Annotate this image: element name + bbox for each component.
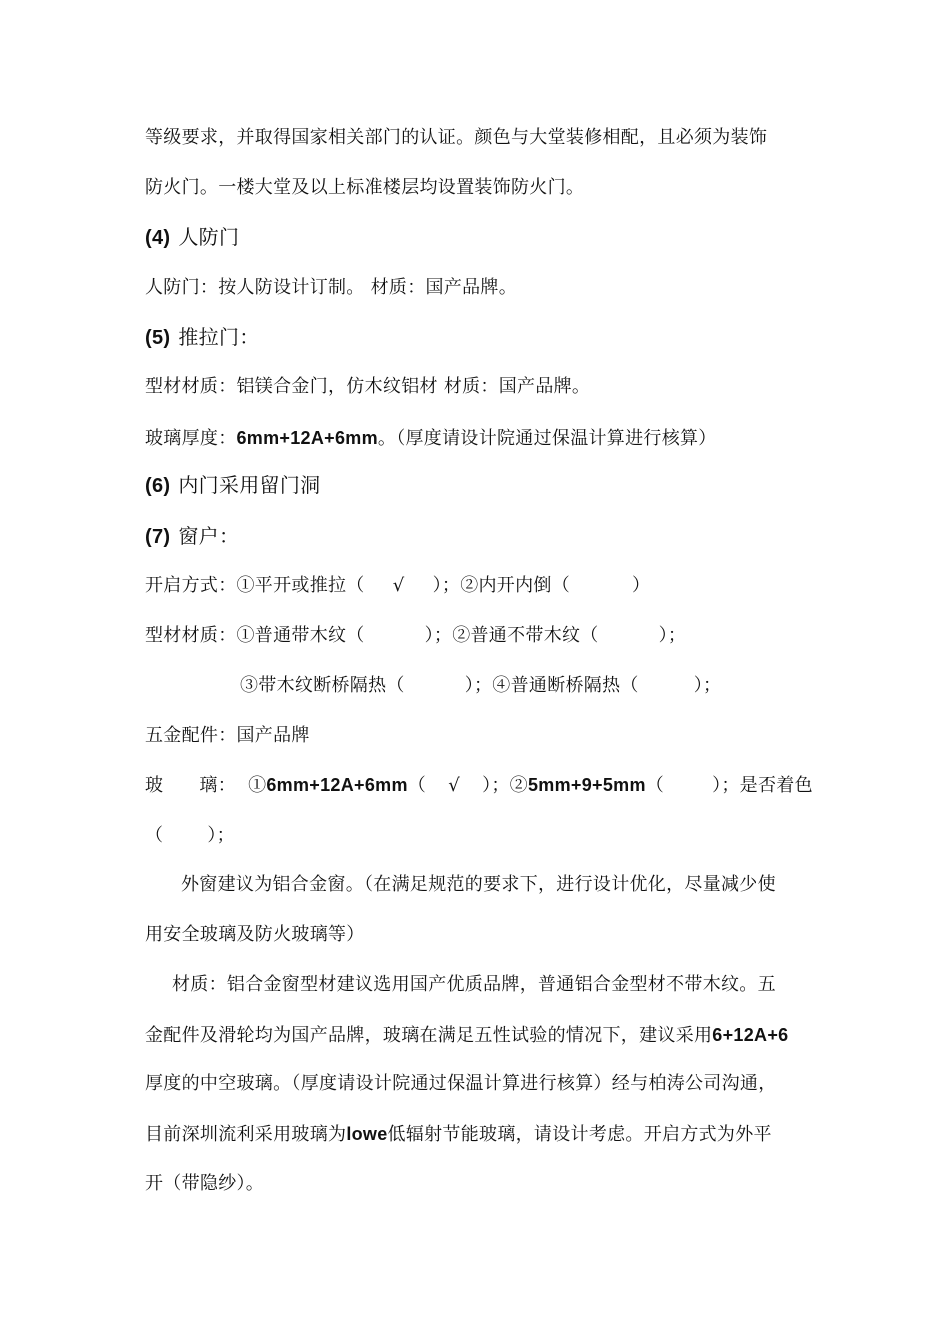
text-run: （ [407,775,427,796]
heading-number: (4) [145,227,171,249]
profile-material-line [145,624,686,648]
text-run: （ [645,775,665,796]
text-run: 玻 璃： ① [145,775,267,796]
check-mark: √ [392,575,405,596]
heading-title: 人防门 [178,225,240,249]
paragraph-line: 防火门。一楼大堂及以上标准楼层均设置装饰防火门。 [145,177,585,198]
opening-method-line [145,574,650,598]
text-run: 。（厚度请设计院通过保温计算进行核算） [377,428,717,449]
text-run: ） [632,575,651,596]
heading-title: 推拉门： [178,325,260,349]
text-run: ）； [658,625,687,646]
text-run: （ [145,825,164,846]
heading-number: (6) [145,475,171,497]
text-run: ）；② [482,775,528,796]
text-run: 金配件及滑轮均为国产品牌，玻璃在满足五性试验的情况下，建议采用 [145,1025,713,1046]
section-heading-5 [145,325,260,350]
glass-type: lowe [346,1124,388,1144]
section-heading-7 [145,524,239,549]
paragraph-line: 外窗建议为铝合金窗。（在满足规范的要求下，进行设计优化，尽量减少使 [181,874,776,895]
paragraph-line: 用安全玻璃及防火玻璃等） [145,924,365,945]
paragraph-line: 人防门：按人防设计订制。 材质：国产品牌。 [145,277,518,298]
text-run: ）； [693,675,722,696]
text-run: ③带木纹断桥隔热（ [240,675,405,696]
text-run: 低辐射节能玻璃，请设计考虑。开启方式为外平 [387,1124,772,1145]
text-run: ）；②普通不带木纹（ [424,625,599,646]
section-heading-6 [145,473,320,498]
paragraph-line: 型材材质：铝镁合金门，仿木纹铝材 材质：国产品牌。 [145,376,591,397]
glass-line [145,773,813,798]
heading-title: 内门采用留门洞 [178,473,321,497]
text-run: 玻璃厚度： [145,428,237,449]
paragraph-line: 五金配件：国产品牌 [145,725,310,746]
text-run: ）；②内开内倒（ [432,575,571,596]
section-heading-4 [145,225,239,250]
heading-title: 窗户： [178,524,240,548]
glass-option-1: 6mm+12A+6mm [266,775,408,795]
text-run: 目前深圳流利采用玻璃为 [145,1124,347,1145]
paragraph-line: 厚度的中空玻璃。（厚度请设计院通过保温计算进行核算）经与柏涛公司沟通， [145,1073,777,1094]
paragraph-line: 材质：铝合金窗型材建议选用国产优质品牌，普通铝合金型材不带木纹。五 [172,974,776,995]
text-run: 开启方式：①平开或推拉（ [145,575,365,596]
paragraph-line [145,1122,772,1147]
profile-material-line-2 [240,674,721,698]
text-run: 型材材质：①普通带木纹（ [145,625,365,646]
glass-spec: 6+12A+6 [712,1025,789,1045]
text-run: ）； [207,825,235,846]
paragraph-line: 等级要求，并取得国家相关部门的认证。颜色与大堂装修相配，且必须为装饰 [145,127,768,148]
paragraph-line: 开（带隐纱）。 [145,1173,265,1194]
heading-number: (7) [145,526,171,548]
check-mark: √ [448,775,460,796]
paragraph-line [145,1023,788,1048]
text-run: ）；是否着色 [712,775,813,796]
glass-spec: 6mm+12A+6mm [236,428,378,448]
text-run: ）；④普通断桥隔热（ [464,675,639,696]
glass-option-2: 5mm+9+5mm [527,775,646,795]
heading-number: (5) [145,327,171,349]
glass-line-2 [145,824,235,848]
paragraph-line [145,426,717,451]
